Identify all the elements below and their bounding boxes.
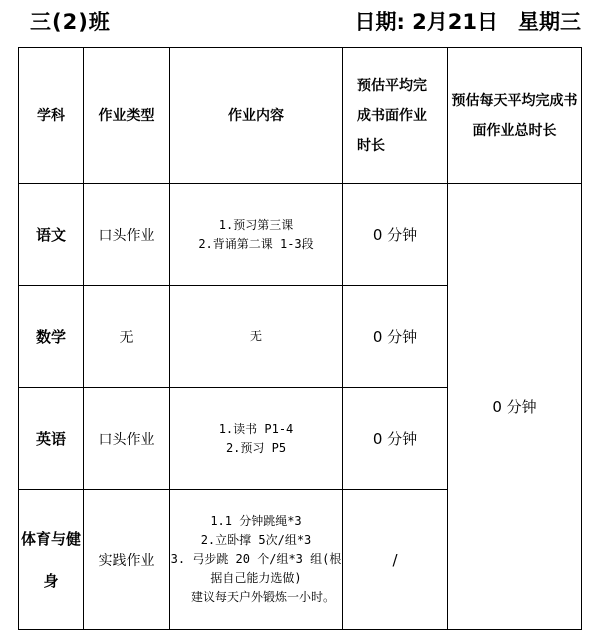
type-cell: 口头作业	[84, 388, 170, 490]
col-header-type: 作业类型	[84, 48, 170, 184]
content-line: 1.1 分钟跳绳*3	[210, 514, 302, 528]
content-cell	[170, 490, 343, 630]
date-line	[354, 6, 581, 36]
duration-cell: 0 分钟	[343, 286, 448, 388]
content-line: 无	[249, 329, 262, 343]
content-line: 1.读书 P1-4	[218, 421, 294, 436]
duration-cell: 0 分钟	[343, 388, 448, 490]
table-header-row	[19, 48, 582, 184]
total-duration-cell: 0 分钟	[448, 184, 582, 630]
duration-cell: /	[343, 490, 448, 630]
content-line: 建议每天户外锻炼一小时。	[190, 590, 335, 604]
subject-cell: 语文	[19, 184, 84, 286]
content-line: 2.预习 P5	[225, 440, 287, 455]
content-cell	[170, 184, 343, 286]
content-line: 1.预习第三课	[218, 217, 294, 232]
weekday-text: 星期三	[518, 10, 581, 34]
subject-cell: 数学	[19, 286, 84, 388]
content-line: 3. 弓步跳 20 个/组*3 组(根据自己能力选做)	[170, 552, 342, 585]
col-header-content: 作业内容	[170, 48, 343, 184]
col-header-subject: 学科	[19, 48, 84, 184]
class-title: 三(2)班	[30, 10, 111, 34]
subject-cell: 体育与健身	[19, 490, 84, 630]
type-cell: 无	[84, 286, 170, 388]
table-row	[19, 184, 582, 286]
content-cell	[170, 388, 343, 490]
type-cell: 口头作业	[84, 184, 170, 286]
content-line: 2.背诵第二课 1-3段	[198, 236, 314, 251]
content-cell	[170, 286, 343, 388]
duration-cell: 0 分钟	[343, 184, 448, 286]
subject-cell: 英语	[19, 388, 84, 490]
col-header-total-duration: 预估每天平均完成书面作业总时长	[448, 48, 582, 184]
content-line: 2.立卧撑 5次/组*3	[200, 533, 312, 547]
date-text: 日期: 2月21日	[354, 10, 498, 34]
col-header-avg-duration: 预估平均完成书面作业时长	[343, 48, 448, 184]
homework-table	[18, 47, 582, 630]
type-cell: 实践作业	[84, 490, 170, 630]
